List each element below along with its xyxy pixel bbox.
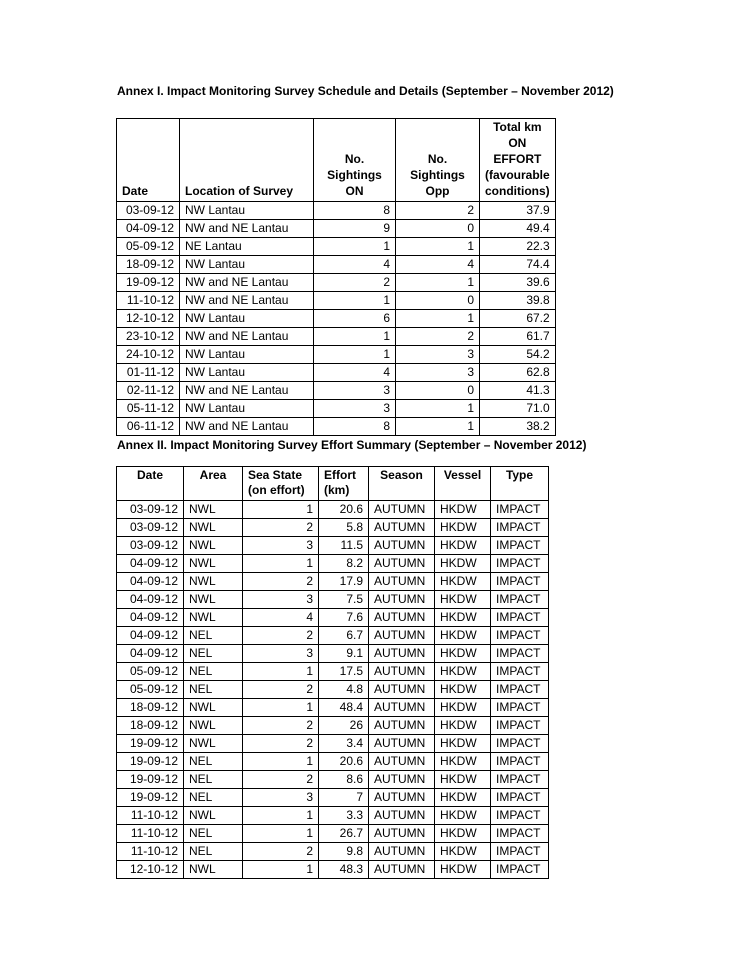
cell-date: 19-09-12: [117, 274, 180, 292]
cell-date: 05-09-12: [117, 681, 184, 699]
cell-type: IMPACT: [491, 681, 549, 699]
header-date: Date: [117, 119, 180, 202]
cell-sea-state: 1: [243, 699, 319, 717]
cell-vessel: HKDW: [435, 519, 491, 537]
cell-sightings-on: 6: [314, 310, 396, 328]
cell-area: NWL: [184, 735, 243, 753]
cell-type: IMPACT: [491, 699, 549, 717]
cell-date: 03-09-12: [117, 501, 184, 519]
cell-area: NWL: [184, 501, 243, 519]
cell-effort: 26.7: [319, 825, 369, 843]
cell-effort: 7: [319, 789, 369, 807]
table-row: [117, 807, 549, 825]
header-sea-state: Sea State (on effort): [243, 467, 319, 501]
table-row: [117, 418, 556, 436]
cell-location: NW and NE Lantau: [180, 328, 314, 346]
cell-date: 19-09-12: [117, 771, 184, 789]
cell-season: AUTUMN: [369, 663, 435, 681]
cell-area: NEL: [184, 663, 243, 681]
cell-effort: 4.8: [319, 681, 369, 699]
cell-vessel: HKDW: [435, 753, 491, 771]
cell-effort: 17.9: [319, 573, 369, 591]
table-row: [117, 220, 556, 238]
cell-vessel: HKDW: [435, 771, 491, 789]
cell-area: NEL: [184, 789, 243, 807]
cell-type: IMPACT: [491, 591, 549, 609]
annex1-table: [116, 118, 556, 436]
cell-vessel: HKDW: [435, 807, 491, 825]
cell-sightings-opp: 2: [396, 202, 480, 220]
cell-total-km: 49.4: [480, 220, 556, 238]
cell-type: IMPACT: [491, 519, 549, 537]
cell-season: AUTUMN: [369, 555, 435, 573]
cell-location: NW Lantau: [180, 346, 314, 364]
cell-season: AUTUMN: [369, 735, 435, 753]
cell-sea-state: 1: [243, 663, 319, 681]
header-type: Type: [491, 467, 549, 501]
cell-sightings-on: 1: [314, 328, 396, 346]
header-total-km: Total km ON EFFORT (favourable conditions): [480, 119, 556, 202]
cell-effort: 11.5: [319, 537, 369, 555]
cell-sightings-on: 8: [314, 418, 396, 436]
cell-sea-state: 2: [243, 519, 319, 537]
annex2-title: Annex II. Impact Monitoring Survey Effort Summary (September – November 2012): [117, 438, 587, 452]
cell-season: AUTUMN: [369, 627, 435, 645]
cell-date: 04-09-12: [117, 555, 184, 573]
cell-sightings-opp: 1: [396, 400, 480, 418]
cell-sightings-opp: 1: [396, 238, 480, 256]
cell-location: NW and NE Lantau: [180, 274, 314, 292]
cell-type: IMPACT: [491, 861, 549, 879]
table-row: [117, 573, 549, 591]
cell-location: NW Lantau: [180, 256, 314, 274]
cell-type: IMPACT: [491, 789, 549, 807]
table-row: [117, 400, 556, 418]
cell-date: 03-09-12: [117, 537, 184, 555]
cell-date: 04-09-12: [117, 645, 184, 663]
table-row: [117, 537, 549, 555]
cell-vessel: HKDW: [435, 735, 491, 753]
cell-effort: 9.1: [319, 645, 369, 663]
table-row: [117, 609, 549, 627]
cell-effort: 48.4: [319, 699, 369, 717]
table-row: [117, 843, 549, 861]
cell-date: 02-11-12: [117, 382, 180, 400]
cell-season: AUTUMN: [369, 537, 435, 555]
table-row: [117, 789, 549, 807]
cell-date: 03-09-12: [117, 519, 184, 537]
cell-effort: 20.6: [319, 753, 369, 771]
cell-effort: 7.5: [319, 591, 369, 609]
cell-type: IMPACT: [491, 663, 549, 681]
table-row: [117, 256, 556, 274]
cell-sightings-opp: 4: [396, 256, 480, 274]
cell-season: AUTUMN: [369, 591, 435, 609]
cell-type: IMPACT: [491, 825, 549, 843]
cell-type: IMPACT: [491, 537, 549, 555]
cell-vessel: HKDW: [435, 645, 491, 663]
cell-total-km: 37.9: [480, 202, 556, 220]
cell-sightings-opp: 1: [396, 274, 480, 292]
cell-vessel: HKDW: [435, 501, 491, 519]
cell-date: 04-09-12: [117, 220, 180, 238]
cell-season: AUTUMN: [369, 717, 435, 735]
cell-sea-state: 2: [243, 771, 319, 789]
cell-date: 04-09-12: [117, 627, 184, 645]
cell-vessel: HKDW: [435, 591, 491, 609]
cell-sightings-opp: 3: [396, 364, 480, 382]
cell-total-km: 71.0: [480, 400, 556, 418]
cell-sightings-on: 3: [314, 400, 396, 418]
header-season: Season: [369, 467, 435, 501]
cell-vessel: HKDW: [435, 555, 491, 573]
cell-area: NWL: [184, 699, 243, 717]
cell-season: AUTUMN: [369, 519, 435, 537]
header-location: Location of Survey: [180, 119, 314, 202]
table-row: [117, 328, 556, 346]
cell-vessel: HKDW: [435, 699, 491, 717]
cell-sea-state: 1: [243, 501, 319, 519]
cell-total-km: 62.8: [480, 364, 556, 382]
cell-effort: 3.3: [319, 807, 369, 825]
cell-location: NW Lantau: [180, 400, 314, 418]
table-row: [117, 364, 556, 382]
cell-total-km: 67.2: [480, 310, 556, 328]
cell-type: IMPACT: [491, 843, 549, 861]
header-effort: Effort (km): [319, 467, 369, 501]
cell-sea-state: 3: [243, 591, 319, 609]
annex1-title: Annex I. Impact Monitoring Survey Schedule and Details (September – November 2012): [117, 84, 614, 98]
table-row: [117, 663, 549, 681]
cell-type: IMPACT: [491, 645, 549, 663]
table-row: [117, 645, 549, 663]
cell-sightings-opp: 0: [396, 382, 480, 400]
cell-type: IMPACT: [491, 609, 549, 627]
cell-vessel: HKDW: [435, 609, 491, 627]
cell-area: NEL: [184, 843, 243, 861]
cell-date: 18-09-12: [117, 699, 184, 717]
cell-effort: 8.2: [319, 555, 369, 573]
cell-vessel: HKDW: [435, 843, 491, 861]
annex2-table: [116, 466, 549, 879]
cell-effort: 17.5: [319, 663, 369, 681]
cell-date: 19-09-12: [117, 735, 184, 753]
cell-vessel: HKDW: [435, 717, 491, 735]
table-row: [117, 591, 549, 609]
cell-effort: 6.7: [319, 627, 369, 645]
cell-sea-state: 1: [243, 807, 319, 825]
table-row: [117, 346, 556, 364]
cell-vessel: HKDW: [435, 681, 491, 699]
cell-type: IMPACT: [491, 501, 549, 519]
cell-sightings-opp: 0: [396, 292, 480, 310]
cell-area: NEL: [184, 681, 243, 699]
cell-season: AUTUMN: [369, 573, 435, 591]
cell-area: NWL: [184, 537, 243, 555]
table-row: [117, 861, 549, 879]
cell-vessel: HKDW: [435, 537, 491, 555]
cell-sightings-on: 1: [314, 292, 396, 310]
cell-location: NW and NE Lantau: [180, 220, 314, 238]
annex2-header-row: [117, 467, 549, 501]
cell-area: NWL: [184, 519, 243, 537]
cell-type: IMPACT: [491, 627, 549, 645]
cell-area: NWL: [184, 573, 243, 591]
cell-sea-state: 2: [243, 681, 319, 699]
cell-sightings-on: 4: [314, 256, 396, 274]
cell-date: 18-09-12: [117, 717, 184, 735]
cell-location: NW Lantau: [180, 202, 314, 220]
table-row: [117, 771, 549, 789]
cell-date: 06-11-12: [117, 418, 180, 436]
cell-date: 03-09-12: [117, 202, 180, 220]
header-vessel: Vessel: [435, 467, 491, 501]
cell-vessel: HKDW: [435, 861, 491, 879]
cell-type: IMPACT: [491, 807, 549, 825]
cell-season: AUTUMN: [369, 825, 435, 843]
cell-season: AUTUMN: [369, 861, 435, 879]
cell-date: 11-10-12: [117, 292, 180, 310]
cell-sightings-on: 1: [314, 238, 396, 256]
table-row: [117, 699, 549, 717]
cell-sightings-on: 3: [314, 382, 396, 400]
table-row: [117, 310, 556, 328]
cell-date: 05-09-12: [117, 238, 180, 256]
cell-season: AUTUMN: [369, 501, 435, 519]
table-row: [117, 717, 549, 735]
cell-sea-state: 3: [243, 537, 319, 555]
cell-season: AUTUMN: [369, 609, 435, 627]
cell-sightings-opp: 2: [396, 328, 480, 346]
cell-effort: 3.4: [319, 735, 369, 753]
cell-area: NEL: [184, 825, 243, 843]
table-row: [117, 292, 556, 310]
cell-season: AUTUMN: [369, 771, 435, 789]
cell-effort: 26: [319, 717, 369, 735]
cell-sea-state: 2: [243, 573, 319, 591]
cell-sightings-on: 9: [314, 220, 396, 238]
cell-location: NE Lantau: [180, 238, 314, 256]
cell-effort: 20.6: [319, 501, 369, 519]
cell-sightings-opp: 3: [396, 346, 480, 364]
cell-date: 19-09-12: [117, 753, 184, 771]
table-row: [117, 274, 556, 292]
cell-sea-state: 3: [243, 789, 319, 807]
cell-area: NWL: [184, 555, 243, 573]
cell-vessel: HKDW: [435, 663, 491, 681]
cell-date: 04-09-12: [117, 573, 184, 591]
cell-date: 11-10-12: [117, 843, 184, 861]
cell-sightings-on: 2: [314, 274, 396, 292]
cell-location: NW and NE Lantau: [180, 418, 314, 436]
cell-date: 05-11-12: [117, 400, 180, 418]
cell-season: AUTUMN: [369, 807, 435, 825]
cell-location: NW and NE Lantau: [180, 382, 314, 400]
cell-date: 04-09-12: [117, 591, 184, 609]
cell-vessel: HKDW: [435, 789, 491, 807]
cell-season: AUTUMN: [369, 753, 435, 771]
cell-area: NWL: [184, 609, 243, 627]
cell-sea-state: 4: [243, 609, 319, 627]
cell-area: NEL: [184, 645, 243, 663]
cell-effort: 48.3: [319, 861, 369, 879]
cell-sea-state: 1: [243, 753, 319, 771]
table-row: [117, 238, 556, 256]
cell-area: NEL: [184, 627, 243, 645]
cell-season: AUTUMN: [369, 843, 435, 861]
cell-location: NW Lantau: [180, 364, 314, 382]
cell-area: NEL: [184, 753, 243, 771]
cell-type: IMPACT: [491, 717, 549, 735]
table-row: [117, 681, 549, 699]
cell-total-km: 54.2: [480, 346, 556, 364]
cell-area: NWL: [184, 717, 243, 735]
cell-date: 24-10-12: [117, 346, 180, 364]
cell-sea-state: 2: [243, 735, 319, 753]
cell-effort: 7.6: [319, 609, 369, 627]
table-row: [117, 825, 549, 843]
cell-effort: 8.6: [319, 771, 369, 789]
cell-season: AUTUMN: [369, 789, 435, 807]
cell-date: 18-09-12: [117, 256, 180, 274]
cell-vessel: HKDW: [435, 627, 491, 645]
annex1-header-row: [117, 119, 556, 202]
cell-vessel: HKDW: [435, 573, 491, 591]
header-area: Area: [184, 467, 243, 501]
cell-total-km: 61.7: [480, 328, 556, 346]
header-date: Date: [117, 467, 184, 501]
table-row: [117, 519, 549, 537]
cell-total-km: 39.8: [480, 292, 556, 310]
cell-date: 11-10-12: [117, 825, 184, 843]
cell-sea-state: 2: [243, 843, 319, 861]
cell-area: NEL: [184, 771, 243, 789]
cell-area: NWL: [184, 861, 243, 879]
cell-location: NW and NE Lantau: [180, 292, 314, 310]
cell-date: 11-10-12: [117, 807, 184, 825]
cell-date: 04-09-12: [117, 609, 184, 627]
cell-sightings-on: 4: [314, 364, 396, 382]
cell-location: NW Lantau: [180, 310, 314, 328]
cell-effort: 9.8: [319, 843, 369, 861]
cell-total-km: 41.3: [480, 382, 556, 400]
header-sightings-on: No. Sightings ON: [314, 119, 396, 202]
cell-vessel: HKDW: [435, 825, 491, 843]
cell-date: 23-10-12: [117, 328, 180, 346]
table-row: [117, 501, 549, 519]
cell-date: 12-10-12: [117, 861, 184, 879]
cell-sea-state: 1: [243, 861, 319, 879]
header-sightings-opp: No. Sightings Opp: [396, 119, 480, 202]
cell-area: NWL: [184, 591, 243, 609]
cell-sea-state: 2: [243, 717, 319, 735]
cell-type: IMPACT: [491, 771, 549, 789]
cell-date: 12-10-12: [117, 310, 180, 328]
cell-sea-state: 2: [243, 627, 319, 645]
cell-total-km: 39.6: [480, 274, 556, 292]
table-row: [117, 555, 549, 573]
cell-total-km: 22.3: [480, 238, 556, 256]
cell-total-km: 38.2: [480, 418, 556, 436]
cell-type: IMPACT: [491, 573, 549, 591]
cell-sightings-opp: 1: [396, 418, 480, 436]
table-row: [117, 382, 556, 400]
cell-sea-state: 3: [243, 645, 319, 663]
cell-area: NWL: [184, 807, 243, 825]
annex1-body: [117, 202, 556, 436]
cell-type: IMPACT: [491, 555, 549, 573]
cell-total-km: 74.4: [480, 256, 556, 274]
table-row: [117, 202, 556, 220]
cell-season: AUTUMN: [369, 681, 435, 699]
cell-season: AUTUMN: [369, 699, 435, 717]
cell-date: 19-09-12: [117, 789, 184, 807]
cell-sightings-on: 8: [314, 202, 396, 220]
cell-sightings-on: 1: [314, 346, 396, 364]
cell-sightings-opp: 0: [396, 220, 480, 238]
cell-season: AUTUMN: [369, 645, 435, 663]
table-row: [117, 753, 549, 771]
cell-sea-state: 1: [243, 555, 319, 573]
cell-date: 01-11-12: [117, 364, 180, 382]
table-row: [117, 735, 549, 753]
cell-type: IMPACT: [491, 735, 549, 753]
cell-sightings-opp: 1: [396, 310, 480, 328]
table-row: [117, 627, 549, 645]
cell-sea-state: 1: [243, 825, 319, 843]
cell-type: IMPACT: [491, 753, 549, 771]
cell-effort: 5.8: [319, 519, 369, 537]
cell-date: 05-09-12: [117, 663, 184, 681]
annex2-body: [117, 501, 549, 879]
